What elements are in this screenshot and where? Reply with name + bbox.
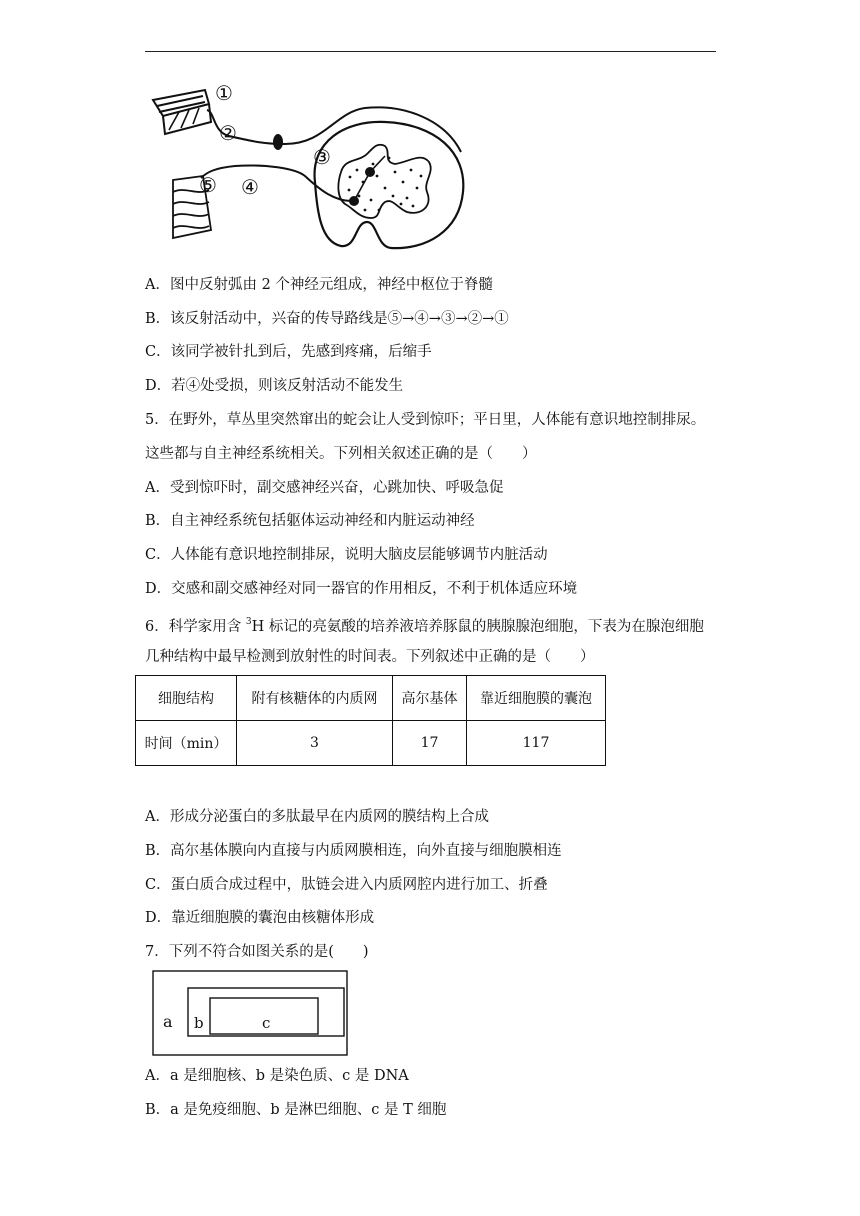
motor-neuron-path [201, 165, 354, 201]
ganglion-body [273, 134, 283, 150]
q4-option-d: D．若④处受损，则该反射活动不能发生 [145, 378, 404, 394]
q6-option-c: C．蛋白质合成过程中，肽链会进入内质网腔内进行加工、折叠 [145, 877, 548, 893]
table-header-row [136, 676, 606, 721]
header-rule [145, 51, 716, 52]
label-4: ④ [241, 175, 259, 199]
q5-stem-line1: 5．在野外，草丛里突然窜出的蛇会让人受到惊吓；平日里，人体能有意识地控制排尿。 [145, 412, 706, 428]
q5-option-d: D．交感和副交感神经对同一器官的作用相反，不利于机体适应环境 [145, 581, 578, 597]
q5-option-a: A．受到惊吓时，副交感神经兴奋，心跳加快、呼吸急促 [145, 480, 504, 496]
q7-stem: 7．下列不符合如图关系的是( ) [145, 944, 369, 960]
q7-option-a: A．a 是细胞核、b 是染色质、c 是 DNA [145, 1068, 409, 1084]
label-3: ③ [313, 145, 331, 169]
q7-option-b: B．a 是免疫细胞、b 是淋巴细胞、c 是 T 细胞 [145, 1102, 447, 1118]
q6-option-d: D．靠近细胞膜的囊泡由核糖体形成 [145, 910, 375, 926]
q6-stem-line2: 几种结构中最早检测到放射性的时间表。下列叙述中正确的是（ ） [145, 649, 595, 665]
q4-option-a: A．图中反射弧由 2 个神经元组成，神经中枢位于脊髓 [145, 277, 493, 293]
label-b: b [194, 1014, 204, 1032]
table-cell: 细胞结构 [136, 676, 237, 721]
q6-option-b: B．高尔基体膜向内直接与内质网膜相连，向外直接与细胞膜相连 [145, 843, 562, 859]
q6-stem-line1 [145, 613, 704, 637]
q6-stem-superscript: 3 [245, 617, 252, 627]
nested-boxes-figure [152, 970, 348, 1056]
label-5: ⑤ [199, 173, 217, 197]
q4-option-b: B．该反射活动中，兴奋的传导路线是⑤→④→③→②→① [145, 311, 509, 327]
table-cell: 时间（min） [136, 721, 237, 766]
q6-option-a: A．形成分泌蛋白的多肽最早在内质网的膜结构上合成 [145, 809, 489, 825]
table-row [136, 721, 606, 766]
label-a: a [163, 1012, 173, 1031]
label-1: ① [215, 81, 233, 105]
table-cell: 117 [467, 721, 606, 766]
label-c: c [262, 1014, 271, 1032]
q6-table [135, 675, 606, 766]
q5-stem-line2: 这些都与自主神经系统相关。下列相关叙述正确的是（ ） [145, 446, 537, 462]
table-cell: 17 [393, 721, 467, 766]
q5-option-c: C．人体能有意识地控制排尿，说明大脑皮层能够调节内脏活动 [145, 547, 548, 563]
reflex-arc-figure [145, 72, 475, 254]
q5-option-b: B．自主神经系统包括躯体运动神经和内脏运动神经 [145, 513, 475, 529]
table-cell: 靠近细胞膜的囊泡 [467, 676, 606, 721]
table-cell: 3 [237, 721, 393, 766]
label-2: ② [219, 121, 237, 145]
q4-option-c: C．该同学被针扎到后，先感到疼痛，后缩手 [145, 344, 432, 360]
table-cell: 高尔基体 [393, 676, 467, 721]
q6-stem-post: H 标记的亮氨酸的培养液培养豚鼠的胰腺腺泡细胞，下表为在腺泡细胞 [251, 618, 704, 635]
skin-receptor-drawing [153, 90, 211, 134]
table-cell: 附有核糖体的内质网 [237, 676, 393, 721]
q6-stem-pre: 6．科学家用含 [145, 618, 246, 635]
